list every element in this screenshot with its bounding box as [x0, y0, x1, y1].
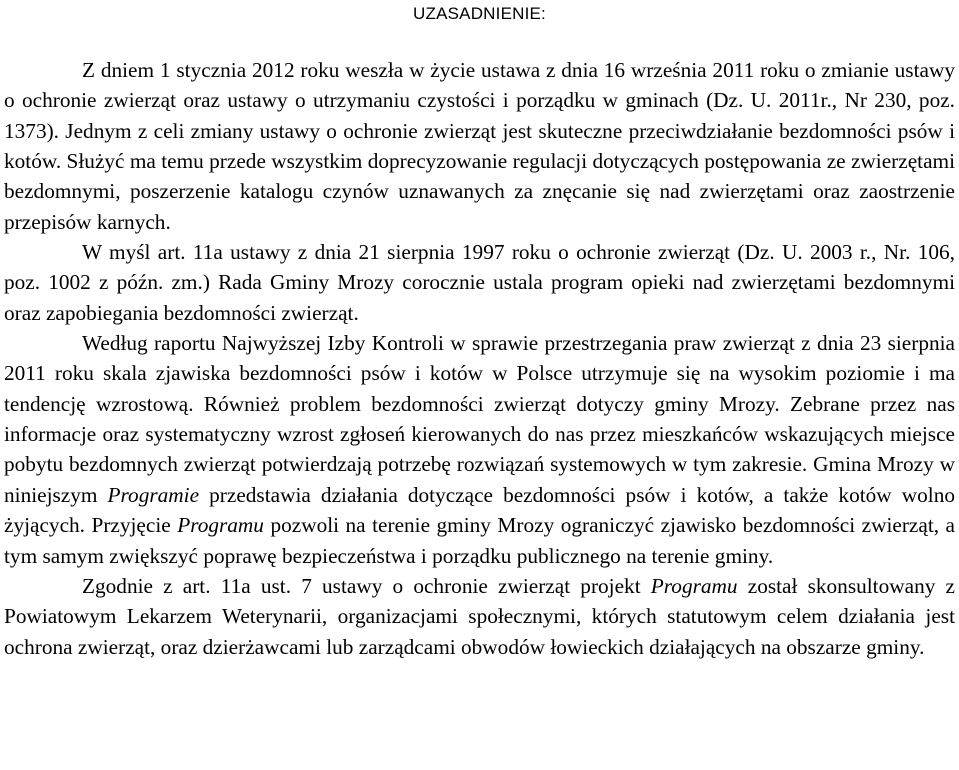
paragraph-1: [4, 55, 955, 237]
document-body: [4, 55, 955, 662]
paragraph-4-italic-programu: Programu: [650, 573, 738, 598]
paragraph-3-italic-programie: Programie: [107, 482, 200, 507]
document-heading: UZASADNIENIE:: [413, 4, 546, 23]
paragraph-3-text-b: przedstawia działania dotyczące bezdomności psów i kotów, a także kotów wolno żyjących. Przyjęcie: [4, 482, 956, 538]
paragraph-2: [4, 237, 955, 328]
paragraph-3-text-c: pozwoli na terenie gminy Mrozy ograniczyć zjawisko bezdomności zwierząt, a tym samym zwiększyć poprawę bezpieczeństwa i porządku publicznego na terenie gminy.: [4, 513, 955, 568]
paragraph-4: [4, 571, 955, 662]
paragraph-1-text: Z dniem 1 stycznia 2012 roku weszła w życie ustawa z dnia 16 września 2011 roku o zmianie ustawy o ochronie zwierząt oraz ustawy o utrzymaniu czystości i porządku w gminach (Dz. U. 2011r., Nr 230, poz. 1373). Jednym z celi zmiany ustawy o ochronie zwierząt jest skuteczne przeciwdziałanie bezdomności psów i kotów. Służyć ma temu przede wszystkim doprecyzowanie regulacji dotyczących postępowania ze zwierzętami bezdomnymi, poszerzenie katalogu czynów uznawanych za znęcanie się nad zwierzętami oraz zaostrzenie przepisów karnych.: [4, 58, 955, 234]
paragraph-4-text-a: Zgodnie z art. 11a ust. 7 ustawy o ochronie zwierząt projekt: [82, 573, 651, 598]
paragraph-3: [4, 328, 955, 571]
paragraph-3-text-a: Według raportu Najwyższej Izby Kontroli w sprawie przestrzegania praw zwierząt z dnia 23 sierpnia 2011 roku skala zjawiska bezdomności psów i kotów w Polsce utrzymuje się na wysokim poziomie i ma tendencję wzrostową. Również problem bezdomności zwierząt dotyczy gminy Mrozy. Zebrane przez nas informacje oraz systematyczny wzrost zgłoseń kierowanych do nas przez mieszkańców wskazujących miejsce pobytu bezdomnych zwierząt potwierdzają potrzebę rozwiązań systemowych w tym zakresie. Gmina Mrozy w niniejszym: [4, 331, 955, 507]
paragraph-2-text: W myśl art. 11a ustawy z dnia 21 sierpnia 1997 roku o ochronie zwierząt (Dz. U. 2003 r., Nr. 106, poz. 1002 z późn. zm.) Rada Gminy Mrozy corocznie ustala program opieki nad zwierzętami bezdomnymi oraz zapobiegania bezdomności zwierząt.: [4, 240, 955, 325]
paragraph-4-text-b: został skonsultowany z Powiatowym Lekarzem Weterynarii, organizacjami społecznymi, których statutowym celem działania jest ochrona zwierząt, oraz dzierżawcami lub zarządcami obwodów łowieckich działających na obszarze gminy.: [4, 573, 955, 659]
paragraph-3-italic-programu: Programu: [177, 513, 264, 538]
